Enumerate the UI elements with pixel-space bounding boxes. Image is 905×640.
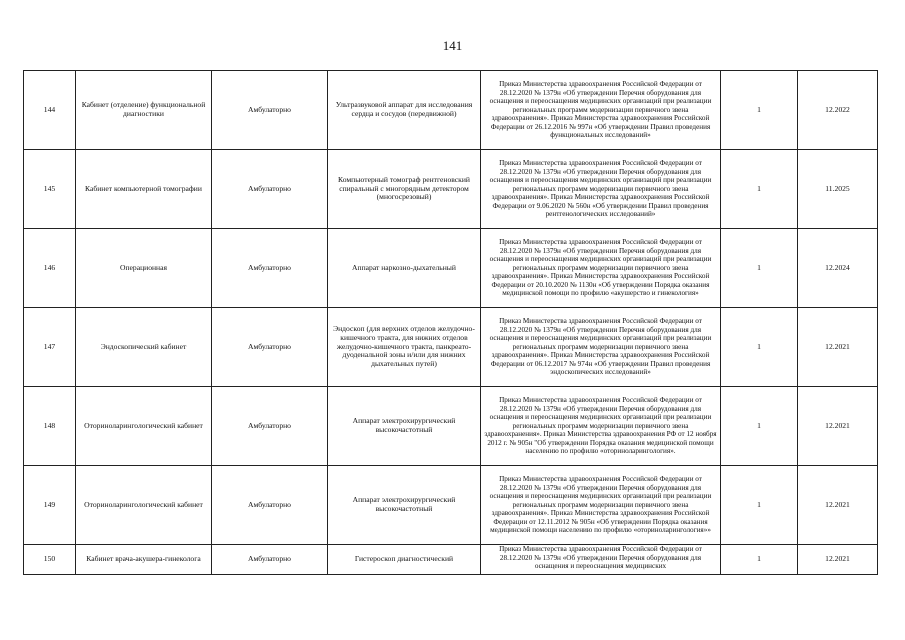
date-cell: 11.2025 xyxy=(798,150,878,229)
basis-cell: Приказ Министерства здравоохранения Российской Федерации от 28.12.2020 № 1379н «Об утверждении Перечня оборудования для оснащения и переоснащения медицинских организаций при реализации региональных программ модернизации первичного звена здравоохранения». Приказ Министерства здравоохранения Российской Федерации от 26.12.2016 № 997н «Об утверждении Правил проведения функциональных исследований» xyxy=(481,71,721,150)
table-row xyxy=(24,71,878,150)
row-number: 145 xyxy=(24,150,76,229)
basis-cell: Приказ Министерства здравоохранения Российской Федерации от 28.12.2020 № 1379н «Об утверждении Перечня оборудования для оснащения и переоснащения медицинских организаций при реализации региональных программ модернизации первичного звена здравоохранения». Приказ Министерства здравоохранения Российской Федерации от 06.12.2017 № 974н «Об утверждении Правил проведения эндоскопических исследований» xyxy=(481,308,721,387)
department-cell: Оториноларингологический кабинет xyxy=(76,387,212,466)
table-row xyxy=(24,308,878,387)
equipment-cell: Эндоскоп (для верхних отделов желудочно-кишечного тракта, для нижних отделов желудочно-кишечного тракта, панкреато-дуоденальной зоны и/или для нижних дыхательных путей) xyxy=(328,308,481,387)
date-cell: 12.2021 xyxy=(798,545,878,575)
page-number: 141 xyxy=(442,38,463,53)
condition-cell: Амбулаторно xyxy=(212,387,328,466)
quantity-cell: 1 xyxy=(721,71,798,150)
department-cell: Кабинет компьютерной томографии xyxy=(76,150,212,229)
quantity-cell: 1 xyxy=(721,545,798,575)
date-cell: 12.2024 xyxy=(798,229,878,308)
department-cell: Эндоскопический кабинет xyxy=(76,308,212,387)
row-number: 144 xyxy=(24,71,76,150)
row-number: 147 xyxy=(24,308,76,387)
condition-cell: Амбулаторно xyxy=(212,308,328,387)
basis-cell xyxy=(481,545,721,575)
basis-cell: Приказ Министерства здравоохранения Российской Федерации от 28.12.2020 № 1379н «Об утверждении Перечня оборудования для оснащения и переоснащения медицинских организаций при реализации региональных программ модернизации первичного звена здравоохранения». Приказ Министерства здравоохранения Российской Федерации от 9.06.2020 № 560н «Об утверждении Правил проведения рентгенологических исследований» xyxy=(481,150,721,229)
row-number: 150 xyxy=(24,545,76,575)
table-row xyxy=(24,150,878,229)
department-cell: Операционная xyxy=(76,229,212,308)
department-cell: Кабинет врача-акушера-гинеколога xyxy=(76,545,212,575)
condition-cell: Амбулаторно xyxy=(212,545,328,575)
basis-cell: Приказ Министерства здравоохранения Российской Федерации от 28.12.2020 № 1379н «Об утверждении Перечня оборудования для оснащения и переоснащения медицинских организаций при реализации региональных программ модернизации первичного звена здравоохранения». Приказ Министерства здравоохранения Российской Федерации от 20.10.2020 № 1130н «Об утверждении Порядка оказания медицинской помощи по профилю «акушерство и гинекология» xyxy=(481,229,721,308)
condition-cell: Амбулаторно xyxy=(212,71,328,150)
condition-cell: Амбулаторно xyxy=(212,150,328,229)
date-cell: 12.2021 xyxy=(798,387,878,466)
quantity-cell: 1 xyxy=(721,150,798,229)
date-cell: 12.2021 xyxy=(798,466,878,545)
row-number: 146 xyxy=(24,229,76,308)
equipment-cell: Гистероскоп диагностический xyxy=(328,545,481,575)
equipment-cell: Ультразвуковой аппарат для исследования сердца и сосудов (передвижной) xyxy=(328,71,481,150)
quantity-cell: 1 xyxy=(721,308,798,387)
basis-cell: Приказ Министерства здравоохранения Российской Федерации от 28.12.2020 № 1379н «Об утверждении Перечня оборудования для оснащения и переоснащения медицинских организаций при реализации региональных программ модернизации первичного звена здравоохранения». Приказ Министерства здравоохранения РФ от 12 ноября 2012 г. № 905н "Об утверждении Порядка оказания медицинской помощи населению по профилю «оториноларингология». xyxy=(481,387,721,466)
equipment-cell: Аппарат электрохирургический высокочастотный xyxy=(328,387,481,466)
condition-cell: Амбулаторно xyxy=(212,466,328,545)
equipment-cell: Аппарат наркозно-дыхательный xyxy=(328,229,481,308)
quantity-cell: 1 xyxy=(721,466,798,545)
table-row xyxy=(24,545,878,575)
condition-cell: Амбулаторно xyxy=(212,229,328,308)
equipment-cell: Компьютерный томограф рентгеновский спиральный с многорядным детектором (многосрезовый) xyxy=(328,150,481,229)
equipment-cell: Аппарат электрохирургический высокочастотный xyxy=(328,466,481,545)
department-cell: Кабинет (отделение) функциональной диагностики xyxy=(76,71,212,150)
quantity-cell: 1 xyxy=(721,229,798,308)
date-cell: 12.2022 xyxy=(798,71,878,150)
basis-cell: Приказ Министерства здравоохранения Российской Федерации от 28.12.2020 № 1379н «Об утверждении Перечня оборудования для оснащения и переоснащения медицинских организаций при реализации региональных программ модернизации первичного звена здравоохранения». Приказ Министерства здравоохранения Российской Федерации от 12.11.2012 № 905н «Об утверждении Порядка оказания медицинской помощи населению по профилю «оториноларингология»» xyxy=(481,466,721,545)
department-cell: Оториноларингологический кабинет xyxy=(76,466,212,545)
row-number: 148 xyxy=(24,387,76,466)
table-row xyxy=(24,387,878,466)
table-row xyxy=(24,229,878,308)
table-row xyxy=(24,466,878,545)
basis-text: Приказ Министерства здравоохранения Российской Федерации от 28.12.2020 № 1379н «Об утверждении Перечня оборудования для оснащения и переоснащения медицинских xyxy=(499,545,702,570)
row-number: 149 xyxy=(24,466,76,545)
equipment-table xyxy=(23,70,878,575)
quantity-cell: 1 xyxy=(721,387,798,466)
date-cell: 12.2021 xyxy=(798,308,878,387)
